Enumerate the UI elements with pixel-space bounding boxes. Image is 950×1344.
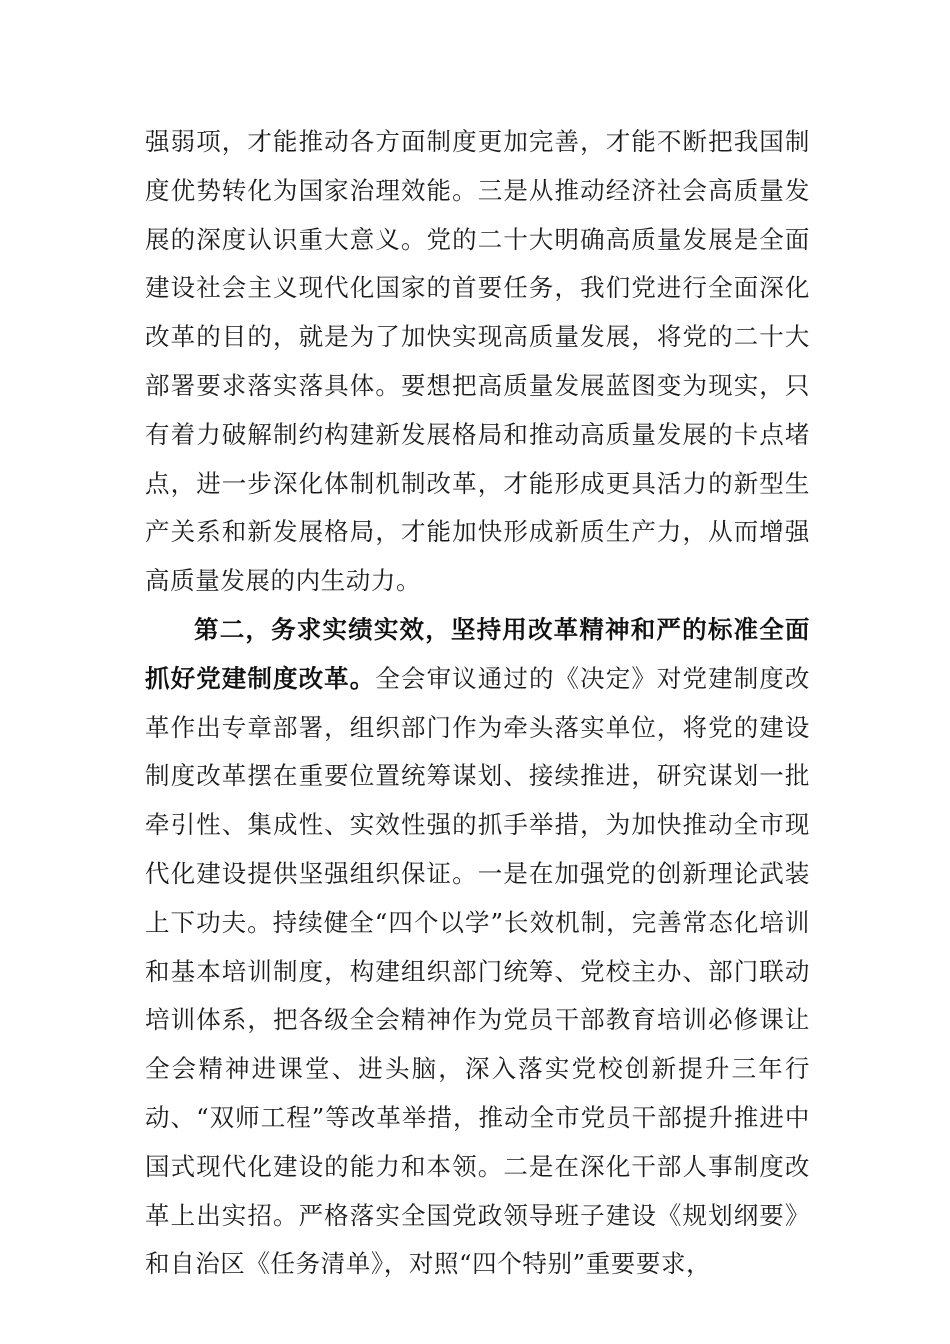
paragraph-2-heading: 第二，务求实绩实效，坚持用改革精神和严的标准全面抓好党建制度改革。 <box>145 614 810 693</box>
document-body <box>145 118 810 1289</box>
paragraph-2-body: 全会审议通过的《决定》对党建制度改革作出专章部署，组织部门作为牵头落实单位，将党的建设制度改革摆在重要位置统筹谋划、接续推进，研究谋划一批牵引性、集成性、实效性强的抓手举措，为加快推动全市现代化建设提供坚强组织保证。一是在加强党的创新理论武装上下功夫。持续健全“四个以学”长效机制，完善常态化培训和基本培训制度，构建组织部门统筹、党校主办、部门联动培训体系，把各级全会精神作为党员干部教育培训必修课让全会精神进课堂、进头脑，深入落实党校创新提升三年行动、“双师工程”等改革举措，推动全市党员干部提升推进中国式现代化建设的能力和本领。二是在深化干部人事制度改革上出实招。严格落实全国党政领导班子建设《规划纲要》和自治区《任务清单》，对照“四个特别”重要要求， <box>145 663 811 1279</box>
paragraph-second-point <box>145 606 810 1289</box>
paragraph-continuation <box>145 118 810 606</box>
paragraph-1-text: 强弱项，才能推动各方面制度更加完善，才能不断把我国制度优势转化为国家治理效能。三是从推动经济社会高质量发展的深度认识重大意义。党的二十大明确高质量发展是全面建设社会主义现代化国家的首要任务，我们党进行全面深化改革的目的，就是为了加快实现高质量发展，将党的二十大部署要求落实落具体。要想把高质量发展蓝图变为现实，只有着力破解制约构建新发展格局和推动高质量发展的卡点堵点，进一步深化体制机制改革，才能形成更具活力的新型生产关系和新发展格局，才能加快形成新质生产力，从而增强高质量发展的内生动力。 <box>145 127 810 596</box>
